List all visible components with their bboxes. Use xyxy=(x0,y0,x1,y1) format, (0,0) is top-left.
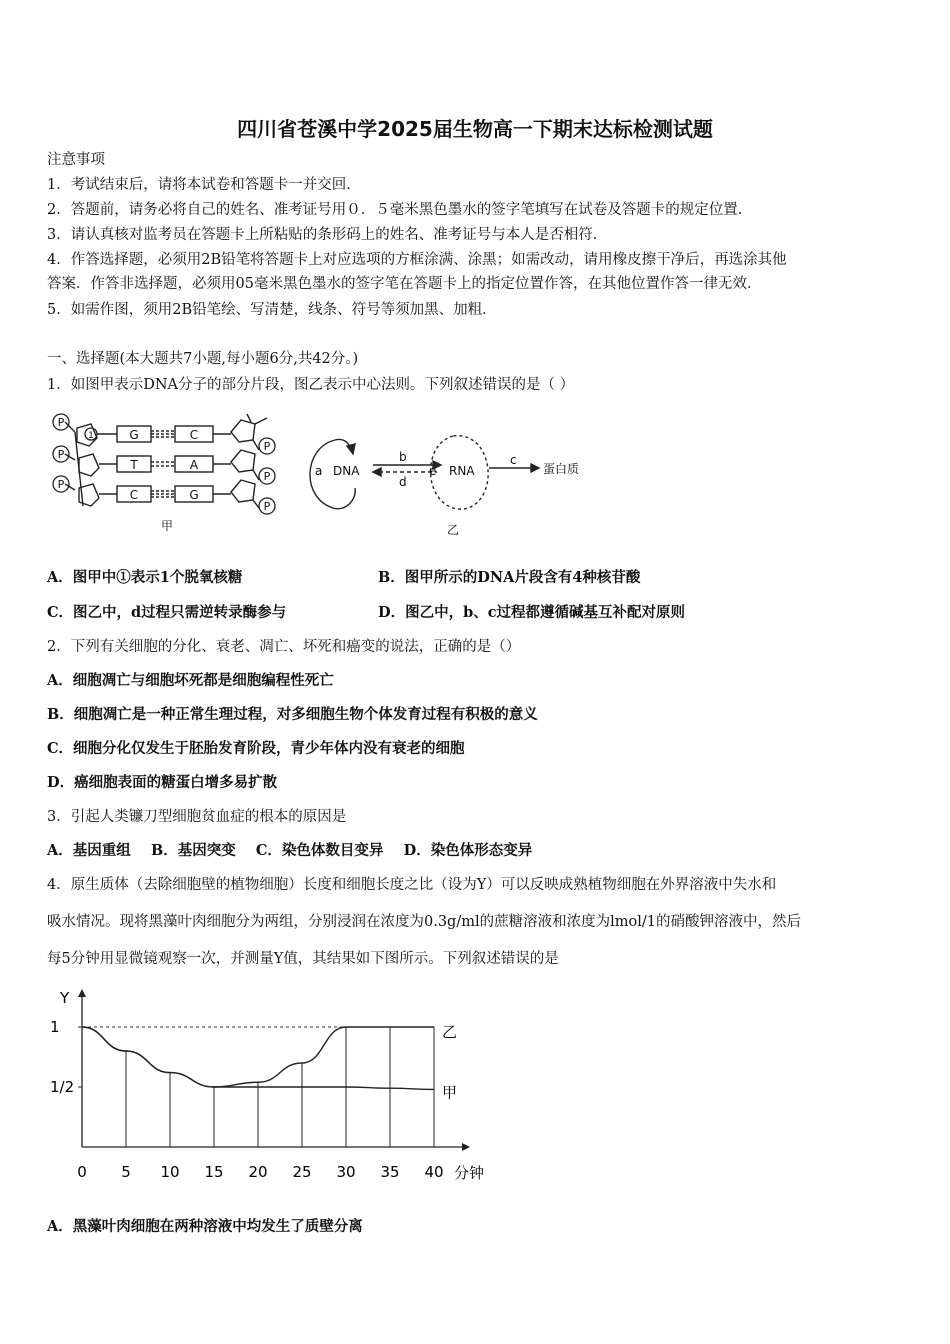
notice-heading: 注意事项 xyxy=(47,152,105,168)
label-b: b xyxy=(399,450,407,464)
dna-fragment-figure xyxy=(45,410,285,540)
notice-item: 2．答题前，请务必将自己的姓名、准考证号用０．５毫米黑色墨水的签字笔填写在试卷及答题卡的规定位置． xyxy=(47,202,753,218)
series-yi-line xyxy=(82,1027,434,1087)
x-tick-label: 0 xyxy=(77,1163,87,1181)
q1-option-c: C．图乙中，d过程只需逆转录酶参与 xyxy=(47,604,287,621)
protein-label: 蛋白质 xyxy=(543,462,580,476)
q4-option-a: A．黑藻叶肉细胞在两种溶液中均发生了质壁分离 xyxy=(47,1218,363,1235)
series-jia-label: 甲 xyxy=(442,1083,458,1102)
figure-yi-label: 乙 xyxy=(447,523,460,537)
x-tick-label: 15 xyxy=(204,1163,224,1181)
dna-label: DNA xyxy=(333,464,360,478)
x-tick-label: 40 xyxy=(424,1163,444,1181)
base-label: A xyxy=(189,458,199,472)
label-e: e xyxy=(429,464,437,478)
x-tick-label: 30 xyxy=(336,1163,356,1181)
base-label: G xyxy=(129,428,139,442)
notice-item: 4．作答选择题，必须用2B铅笔将答题卡上对应选项的方框涂满、涂黑；如需改动，请用橡皮擦干净后，再选涂其他 xyxy=(47,252,787,268)
q2-option-a: A．细胞凋亡与细胞坏死都是细胞编程性死亡 xyxy=(47,672,334,689)
y-ratio-chart xyxy=(40,985,510,1190)
x-tick-label: 35 xyxy=(380,1163,400,1181)
notice-item: 5．如需作图，须用2B铅笔绘、写清楚，线条、符号等须加黑、加粗． xyxy=(47,302,497,318)
label-c: c xyxy=(510,453,517,467)
figure-jia-label: 甲 xyxy=(160,519,174,533)
central-dogma-figure xyxy=(305,420,595,545)
notice-item: 答案．作答非选择题，必须用05毫米黑色墨水的签字笔在答题卡上的指定位置作答，在其他位置作答一律无效． xyxy=(47,276,762,292)
x-tick-label: 5 xyxy=(121,1163,131,1181)
rna-label: RNA xyxy=(449,464,475,478)
y-axis-label: Y xyxy=(60,989,70,1007)
q1-stem: 1．如图甲表示DNA分子的部分片段，图乙表示中心法则。下列叙述错误的是（ ） xyxy=(47,377,575,393)
label-a: a xyxy=(315,464,323,478)
series-yi-label: 乙 xyxy=(442,1023,458,1041)
q1-option-b: B．图甲所示的DNA片段含有4种核苷酸 xyxy=(378,569,641,586)
q1-option-d: D．图乙中，b、c过程都遵循碱基互补配对原则 xyxy=(378,604,686,621)
phosphate-label: P xyxy=(263,500,271,513)
notice-item: 3．请认真核对监考员在答题卡上所粘贴的条形码上的姓名、准考证号与本人是否相符． xyxy=(47,227,608,243)
x-axis-label: 分钟 xyxy=(454,1164,485,1182)
q2-option-c: C．细胞分化仅发生于胚胎发育阶段，青少年体内没有衰老的细胞 xyxy=(47,740,465,757)
base-label: C xyxy=(189,428,199,442)
base-label: C xyxy=(129,488,139,502)
x-tick-label: 10 xyxy=(160,1163,180,1181)
page-title: 四川省苍溪中学2025届生物高一下期末达标检测试题 xyxy=(237,117,713,141)
y-tick-label: 1 xyxy=(50,1018,60,1036)
base-label: G xyxy=(189,488,199,502)
q2-option-d: D．癌细胞表面的糖蛋白增多易扩散 xyxy=(47,774,278,791)
series-jia-line xyxy=(82,1027,434,1089)
q3-options: A．基因重组 B．基因突变 C．染色体数目变异 D．染色体形态变异 xyxy=(47,842,533,859)
phosphate-label: P xyxy=(57,416,65,429)
phosphate-label: P xyxy=(57,478,65,491)
q4-stem-line: 吸水情况。现将黑藻叶肉细胞分为两组，分别浸润在浓度为0.3g/ml的蔗糖溶液和浓度为lmol/1的硝酸钾溶液中，然后 xyxy=(47,914,801,930)
q4-stem-line: 每5分钟用显微镜观察一次，并测量Y值，其结果如下图所示。下列叙述错误的是 xyxy=(47,951,559,967)
x-axis-arrow xyxy=(462,1143,470,1151)
section-heading: 一、选择题(本大题共7小题,每小题6分,共42分。) xyxy=(47,351,359,367)
label-d: d xyxy=(399,475,407,489)
x-tick-label: 25 xyxy=(292,1163,312,1181)
circled-one-label: 1 xyxy=(88,431,94,441)
q2-option-b: B．细胞凋亡是一种正常生理过程，对多细胞生物个体发育过程有积极的意义 xyxy=(47,706,538,723)
phosphate-label: P xyxy=(263,470,271,483)
y-axis-arrow xyxy=(78,989,86,997)
y-tick-label: 1/2 xyxy=(50,1078,75,1096)
phosphate-label: P xyxy=(57,448,65,461)
q1-option-a: A．图甲中①表示1个脱氧核糖 xyxy=(47,569,243,586)
q2-stem: 2．下列有关细胞的分化、衰老、凋亡、坏死和癌变的说法，正确的是（） xyxy=(47,639,521,655)
notice-item: 1．考试结束后，请将本试卷和答题卡一并交回． xyxy=(47,177,361,193)
q4-stem-line: 4．原生质体（去除细胞壁的植物细胞）长度和细胞长度之比（设为Y）可以反映成熟植物细胞在外界溶液中失水和 xyxy=(47,877,777,893)
x-tick-label: 20 xyxy=(248,1163,268,1181)
base-label: T xyxy=(130,458,138,472)
q3-stem: 3．引起人类镰刀型细胞贫血症的根本的原因是 xyxy=(47,809,347,825)
phosphate-label: P xyxy=(263,440,271,453)
